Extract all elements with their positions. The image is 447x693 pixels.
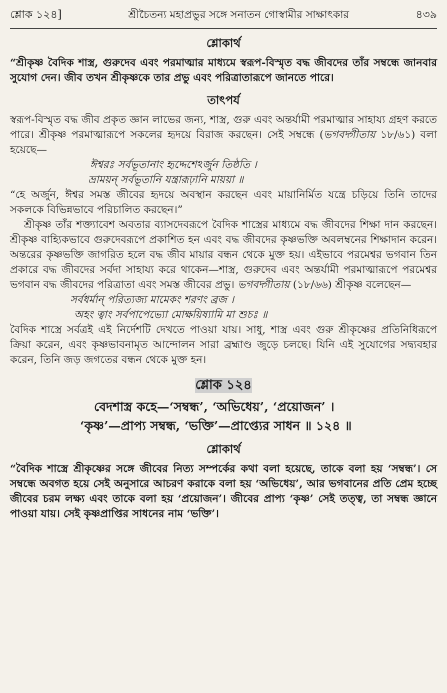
quoted-verse-1-line-1: ঈশ্বরঃ সর্বভূতানাং হৃদ্দেশেঽর্জুন তিষ্ঠতি ।	[90, 159, 257, 171]
quoted-verse-2-line-2: অহং ত্বাং সর্বপাপেভ্যো মোক্ষয়িষ্যামি মা শুচঃ ॥	[74, 309, 268, 321]
purport-paragraph-1: স্বরূপ-বিস্মৃত বদ্ধ জীব প্রকৃত জ্ঞান লাভের জন্য, শাস্ত্র, গুরু এবং অন্তর্যামী পরমাত্মার সাহায্য গ্রহণ করতে পারে। শ্রীকৃষ্ণ পরমাত্মারূপে সকলের হৃদয়ে বিরাজ করছেন। সেই সম্বন্ধে (ভগবদ্গীতায় ১৮/৬১) বলা হয়েছে—	[10, 114, 437, 156]
sloka-line-2: ‘কৃষ্ণ’—প্রাপ্য সম্বন্ধ, ‘ভক্তি’—প্রাপ্ত্যের সাধন ॥ ১২৪ ॥	[80, 418, 352, 433]
page-number: ৪৩৯	[415, 8, 437, 21]
sloka-line-1: বেদশাস্ত্র কহে—‘সম্বন্ধ’, ‘অভিধেয়’, ‘প্রয়োজন’ ।	[94, 399, 335, 414]
running-header	[10, 6, 437, 29]
header-verse-ref: শ্লোক ১২৪]	[10, 8, 62, 21]
header-chapter-title: শ্রীচৈতন্য মহাপ্রভুর সঙ্গে সনাতন গোস্বামীর সাক্ষাৎকার	[128, 9, 350, 21]
sloka-heading: শ্লোক ১২৪	[195, 378, 252, 393]
purport-paragraph-2: “হে অর্জুন, ঈশ্বর সমস্ত জীবের হৃদয়ে অবস্থান করছেন এবং মায়ানির্মিত যন্ত্রে চড়িয়ে তিনি তাদের সকলকে বিভিন্নভাবে পরিচালিত করছেন।”	[10, 189, 437, 216]
quoted-verse-1-line-2: ভ্রাময়ন্ সর্বভূতানি যন্ত্রারূঢ়ানি মায়য়া ॥	[88, 174, 244, 186]
translation-text-2: “বৈদিক শাস্ত্রে শ্রীকৃষ্ণের সঙ্গে জীবের নিত্য সম্পর্কের কথা বলা হয়েছে, তাকে বলা হয় ‘সম্বন্ধ’। সে সম্বন্ধে অবগত হয়ে সেই অনুসারে আচরণ করাকে বলা হয় ‘অভিধেয়’, আর ভগবানের প্রতি প্রেম হচ্ছে জীবের চরম লক্ষ্য এবং তাকে বলা হয় ‘প্রয়োজন’। জীবের প্রাপ্য ‘কৃষ্ণ’ সেই তত্ত্ব, তা সম্বন্ধ জ্ঞানে পাওয়া যায়। সেই কৃষ্ণপ্রাপ্তির সাধনের নাম ‘ভক্তি’।	[10, 463, 437, 520]
purport-paragraph-3: শ্রীকৃষ্ণ তাঁর শক্ত্যাবেশ অবতার ব্যাসদেবরূপে বৈদিক শাস্ত্রের মাধ্যমে বদ্ধ জীবদের শিক্ষা দান করছেন। শ্রীকৃষ্ণ বাহ্যিকভাবে গুরুদেবরূপে প্রকাশিত হন এবং বদ্ধ জীবদের কৃষ্ণভক্তি অবলম্বনের শিক্ষাদান করেন। অন্তরের কৃষ্ণভক্তি জাগরিত হলে বদ্ধ জীব মায়ার বন্ধন থেকে মুক্ত হয়। এইভাবে পরমেশ্বর ভগবান তিন প্রকারে বদ্ধ জীবদের সর্বদা সাহায্য করে থাকেন—শাস্ত্র, গুরুদেব এবং অন্তর্যামী পরমাত্মারূপে পরমেশ্বর ভগবান বদ্ধ জীবদের পরিত্রাতা এবং সমস্ত জীবের প্রভু। ভগবদ্গীতায় (১৮/৬৬) শ্রীকৃষ্ণ বলেছেন—	[10, 219, 437, 291]
purport-heading: তাৎপর্য	[207, 93, 240, 107]
translation-heading: শ্লোকার্থ	[206, 36, 241, 50]
translation-heading-2: শ্লোকার্থ	[206, 442, 241, 456]
translation-text: “শ্রীকৃষ্ণ বৈদিক শাস্ত্র, গুরুদেব এবং পরমাত্মার মাধ্যমে স্বরূপ-বিস্মৃত বদ্ধ জীবদের তাঁর সম্বন্ধে জানবার সুযোগ দেন। জীব তখন শ্রীকৃষ্ণকে তার প্রভু এবং পরিত্রাতারূপে জানতে পারে।	[10, 57, 437, 84]
scripture-reference: ভগবদ্গীতায়	[237, 279, 290, 291]
purport-paragraph-4: বৈদিক শাস্ত্রে সর্বত্রই এই নির্দেশটি দেখতে পাওয়া যায়। সাধু, শাস্ত্র এবং গুরু শ্রীকৃষ্ণের প্রতিনিধিরূপে ক্রিয়া করেন, এবং কৃষ্ণভাবনামৃত আন্দোলন সারা ব্রহ্মাণ্ড জুড়ে চলছে। যিনি এই সুযোগের সদ্ব্যবহার করেন, তিনি জড় জগতের বন্ধন থেকে মুক্ত হন।	[10, 324, 437, 366]
scripture-reference: ভগবদ্গীতায়	[323, 129, 376, 141]
quoted-verse-2-line-1: সর্বধর্মান্ পরিত্যজ্য মামেকং শরণং ব্রজ ।	[70, 294, 235, 306]
